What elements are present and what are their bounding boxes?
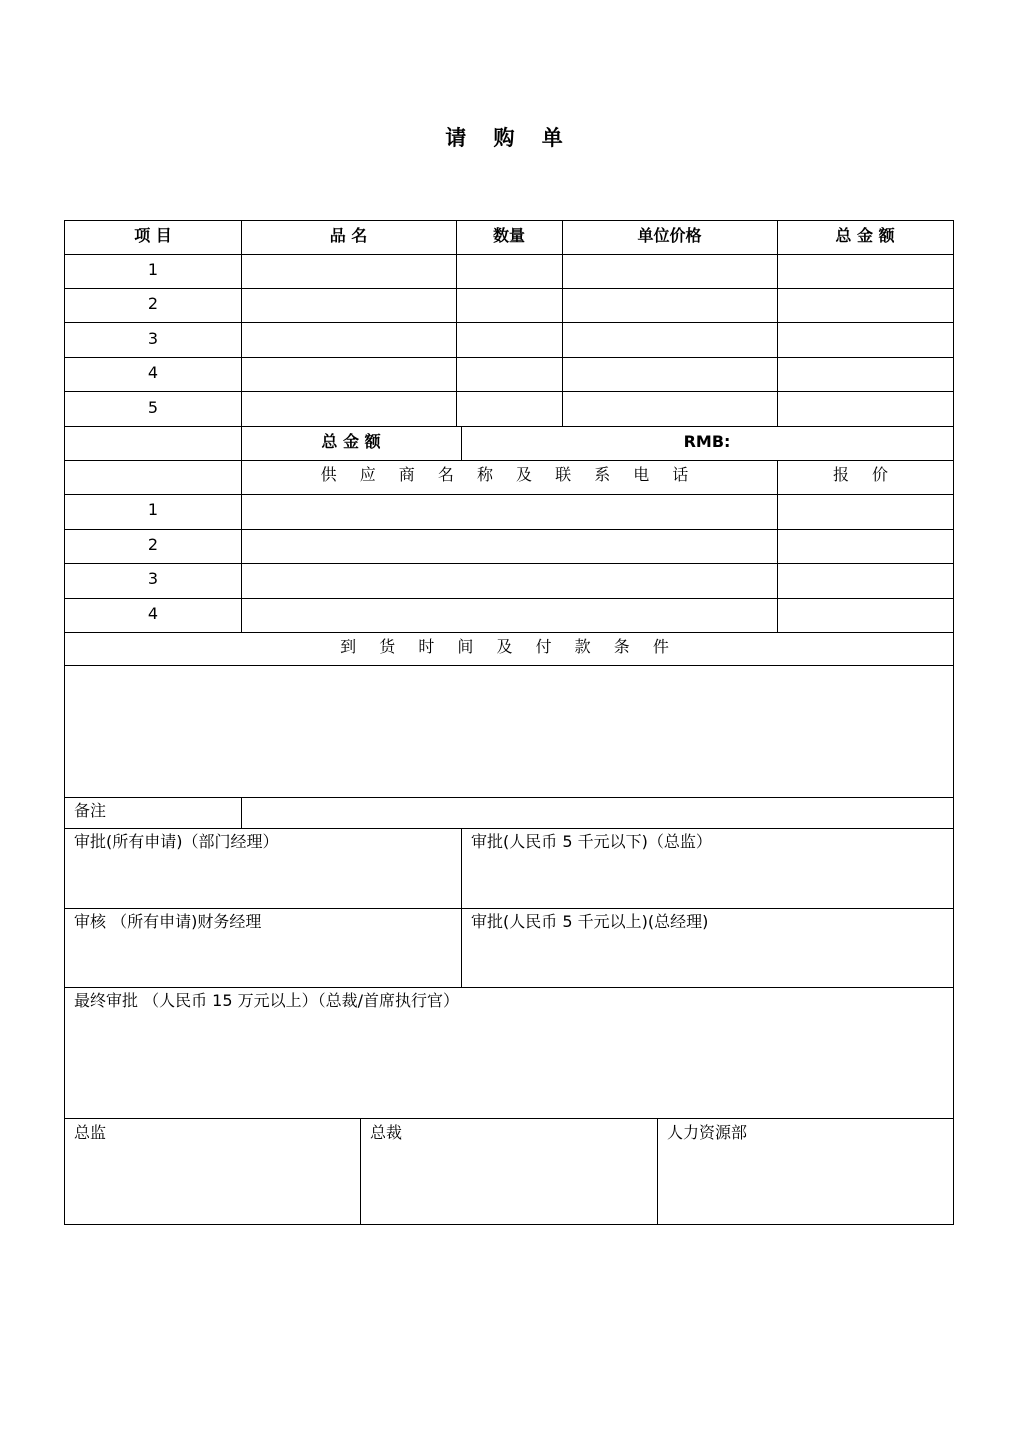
header-quantity: 数量 (492, 226, 525, 245)
signature-director: 总监 (74, 1123, 107, 1142)
supplier-row-number: 2 (147, 535, 159, 554)
supplier-name-phone-header: 供 应 商 名 称 及 联 系 电 话 (320, 465, 698, 484)
header-product-name: 品 名 (329, 226, 368, 245)
signature-president: 总裁 (370, 1123, 403, 1142)
page-title: 请 购 单 (445, 126, 573, 150)
item-row-number: 1 (147, 260, 159, 279)
total-amount-label: 总 金 额 (321, 432, 381, 451)
item-row-number: 2 (147, 294, 159, 313)
review-finance-manager: 审核 （所有申请)财务经理 (74, 912, 262, 931)
approval-dept-manager: 审批(所有申请)（部门经理） (74, 832, 279, 851)
header-item: 项 目 (134, 226, 172, 245)
supplier-row-number: 3 (147, 569, 159, 588)
header-total-amount: 总 金 额 (835, 226, 895, 245)
item-row-number: 3 (147, 329, 159, 348)
rmb-label: RMB: (683, 432, 731, 451)
item-row-number: 5 (147, 398, 159, 417)
delivery-payment-header: 到 货 时 间 及 付 款 条 件 (340, 637, 678, 656)
purchase-requisition-form (64, 220, 954, 1225)
approval-gm-over-5k: 审批(人民币 5 千元以上)(总经理) (471, 912, 709, 931)
remarks-label: 备注 (74, 801, 107, 820)
header-unit-price: 单位价格 (637, 226, 702, 245)
signature-hr: 人力资源部 (667, 1123, 748, 1142)
supplier-row-number: 4 (147, 604, 159, 623)
supplier-row-number: 1 (147, 500, 159, 519)
approval-director-under-5k: 审批(人民币 5 千元以下)（总监） (471, 832, 712, 851)
item-row-number: 4 (147, 363, 159, 382)
final-approval: 最终审批 （人民币 15 万元以上）（总裁/首席执行官） (74, 991, 460, 1010)
quote-header: 报 价 (832, 465, 898, 484)
